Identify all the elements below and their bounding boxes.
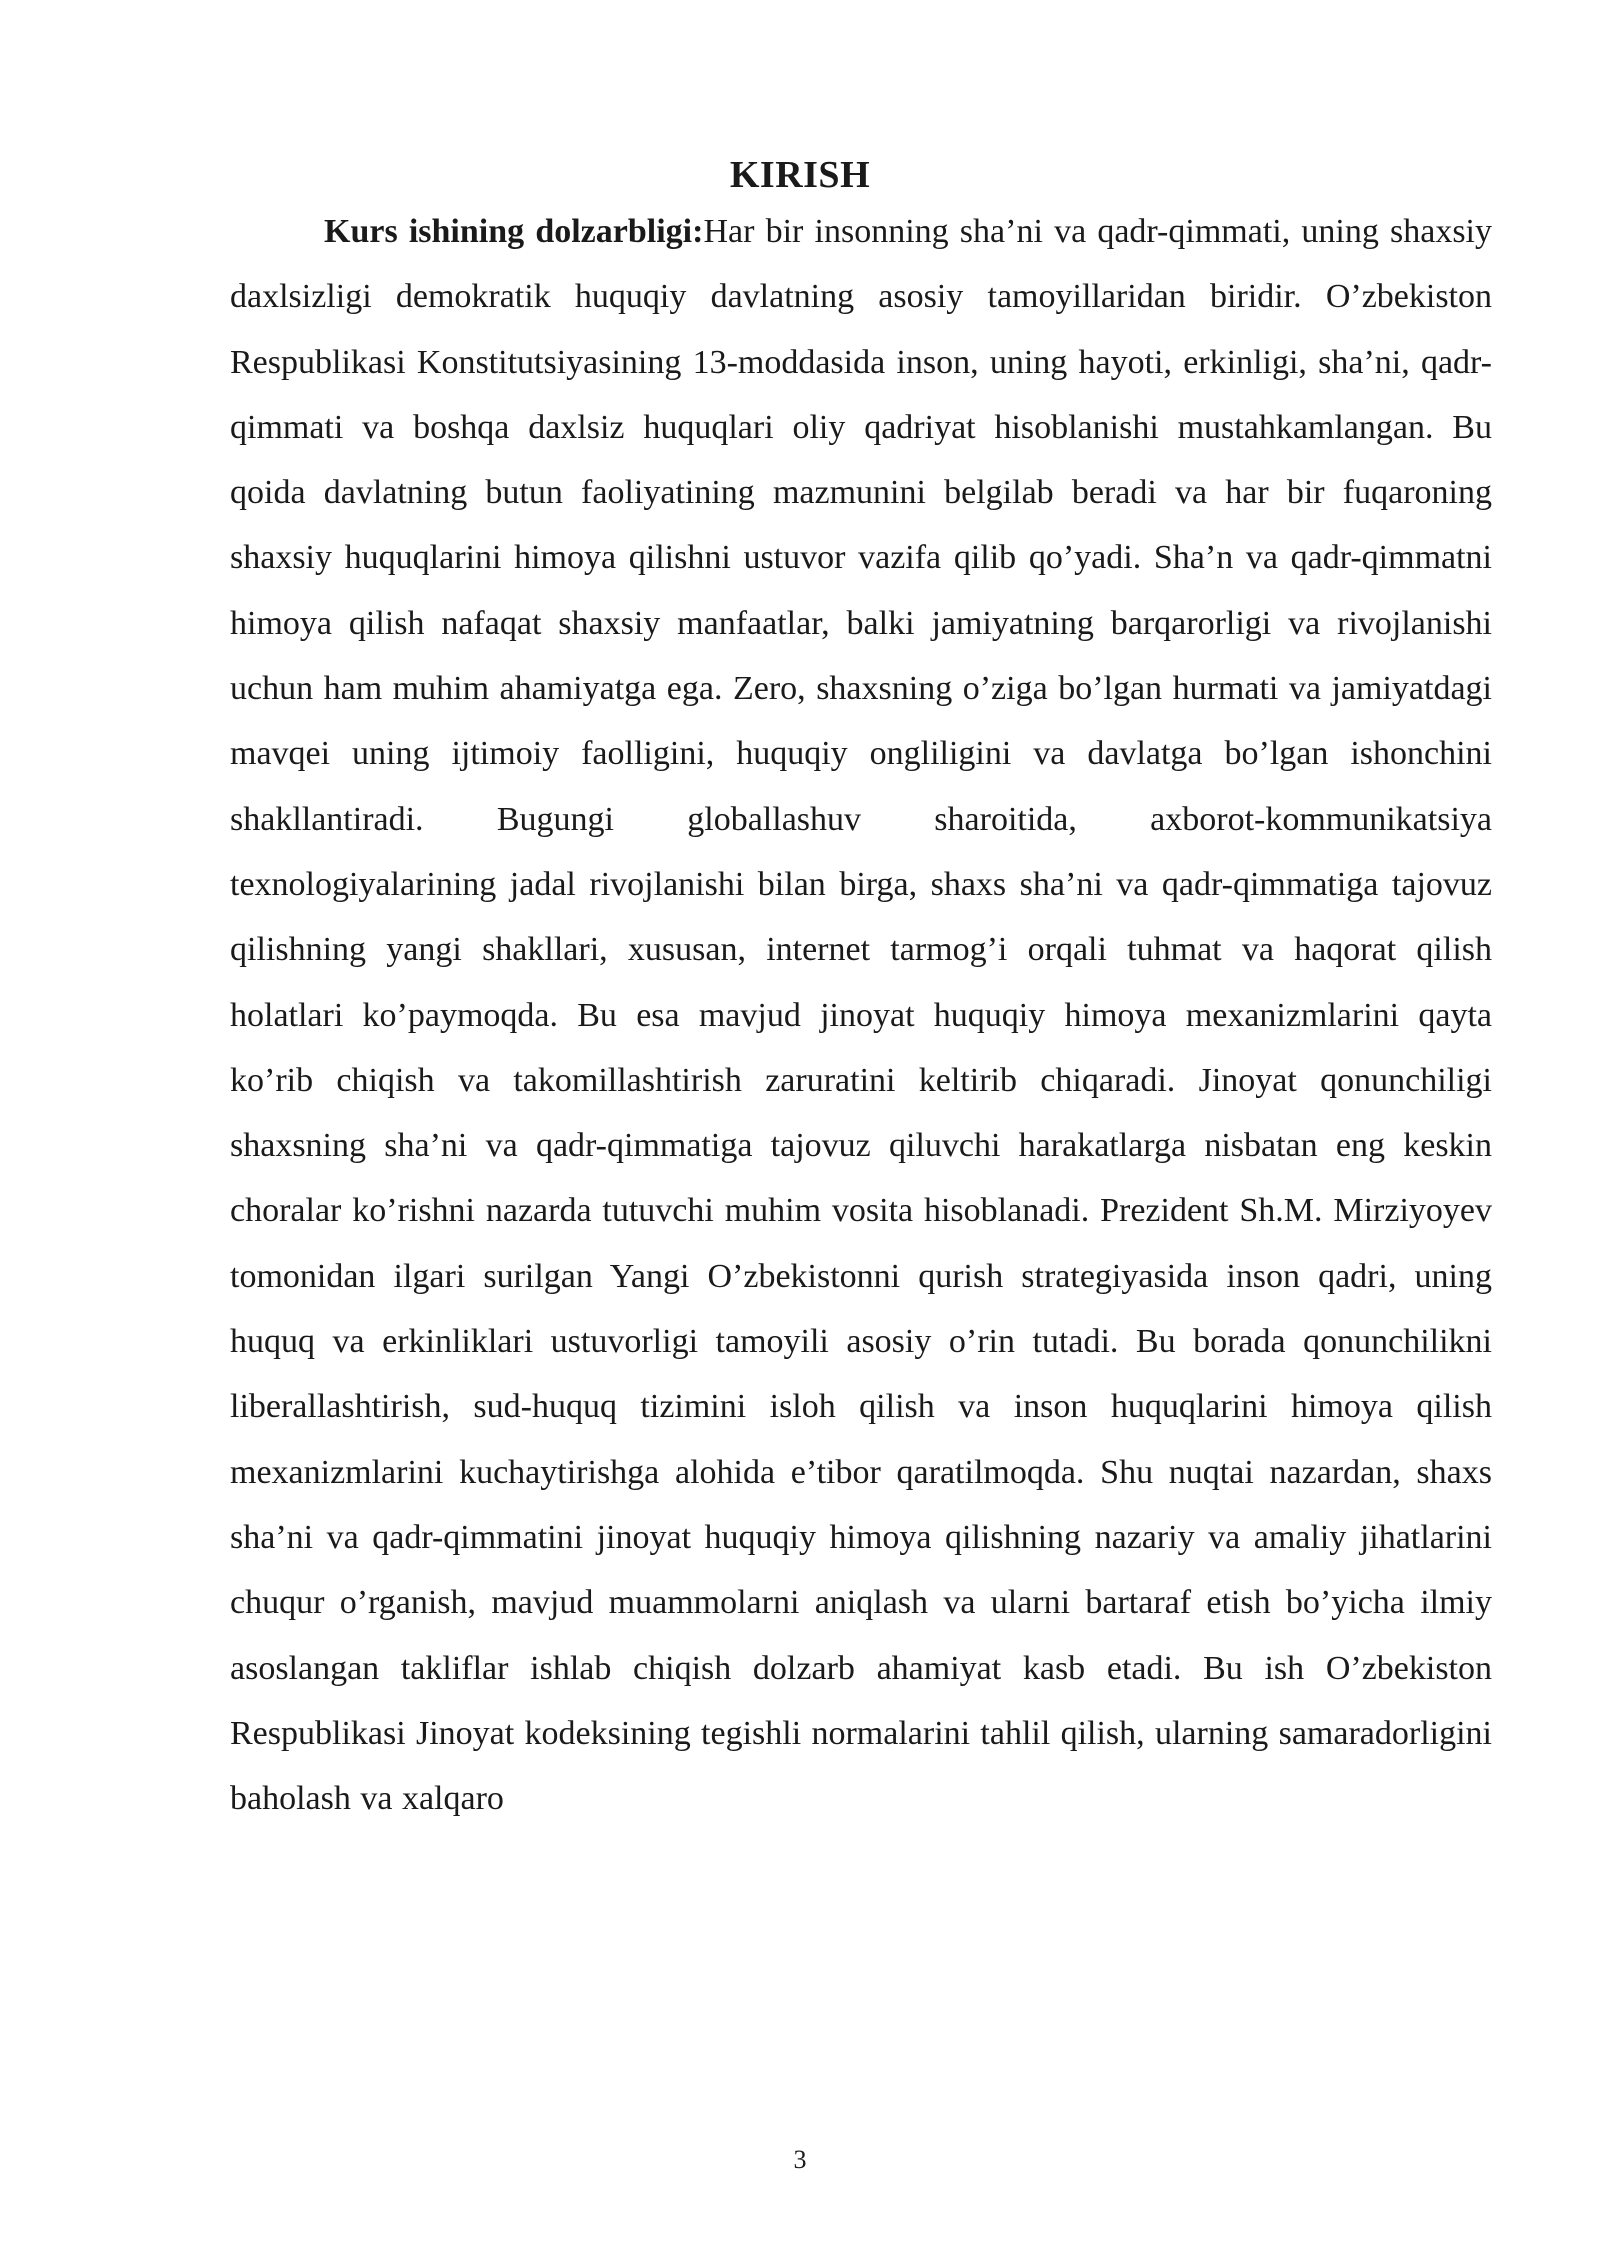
paragraph-text: Har bir insonning sha’ni va qadr-qimmati, uning shaxsiy daxlsizligi demokratik huquqiy davlatning asosiy tamoyillaridan biridir. O’zbekiston Respublikasi Konstitutsiyasining 13-moddasida inson, uning hayoti, erkinligi, sha’ni, qadr-qimmati va boshqa daxlsiz huquqlari oliy qadriyat hisoblanishi mustahkamlangan. Bu qoida davlatning butun faoliyatining mazmunini belgilab beradi va har bir fuqaroning shaxsiy huquqlarini himoya qilishni ustuvor vazifa qilib qo’yadi. Sha’n va qadr-qimmatni himoya qilish nafaqat shaxsiy manfaatlar, balki jamiyatning barqarorligi va rivojlanishi uchun ham muhim ahamiyatga ega. Zero, shaxsning o’ziga bo’lgan hurmati va jamiyatdagi mavqei uning ijtimoiy faolligini, huquqiy ongliligini va davlatga bo’lgan ishonchini shakllantiradi. Bugungi globallashuv sharoitida, axborot-kommunikatsiya texnologiyalarining jadal rivojlanishi bilan birga, shaxs sha’ni va qadr-qimmatiga tajovuz qilishning yangi shakllari, xususan, internet tarmog’i orqali tuhmat va haqorat qilish holatlari ko’paymoqda. Bu esa mavjud jinoyat huquqiy himoya mexanizmlarini qayta ko’rib chiqish va takomillashtirish zaruratini keltirib chiqaradi. Jinoyat qonunchiligi shaxsning sha’ni va qadr-qimmatiga tajovuz qiluvchi harakatlarga nisbatan eng keskin choralar ko’rishni nazarda tutuvchi muhim vosita hisoblanadi. Prezident Sh.M. Mirziyoyev tomonidan ilgari surilgan Yangi O’zbekistonni qurish strategiyasida inson qadri, uning huquq va erkinliklari ustuvorligi tamoyili asosiy o’rin tutadi. Bu borada qonunchilikni liberallashtirish, sud-huquq tizimini isloh qilish va inson huquqlarini himoya qilish mexanizmlarini kuchaytirishga alohida e’tibor qaratilmoqda. Shu nuqtai nazardan, shaxs sha’ni va qadr-qimmatini jinoyat huquqiy himoya qilishning nazariy va amaliy jihatlarini chuqur o’rganish, mavjud muammolarni aniqlash va ularni bartaraf etish bo’yicha ilmiy asoslangan takliflar ishlab chiqish dolzarb ahamiyat kasb etadi. Bu ish O’zbekiston Respublikasi Jinoyat kodeksining tegishli normalarini tahlil qilish, ularning samaradorligini baholash va xalqaro <box>230 213 1492 1818</box>
paragraph-lead: Kurs ishining dolzarbligi: <box>324 213 704 250</box>
body-paragraph <box>230 199 1492 1831</box>
page-number: 3 <box>793 2145 807 2174</box>
section-heading: KIRISH <box>729 154 871 196</box>
